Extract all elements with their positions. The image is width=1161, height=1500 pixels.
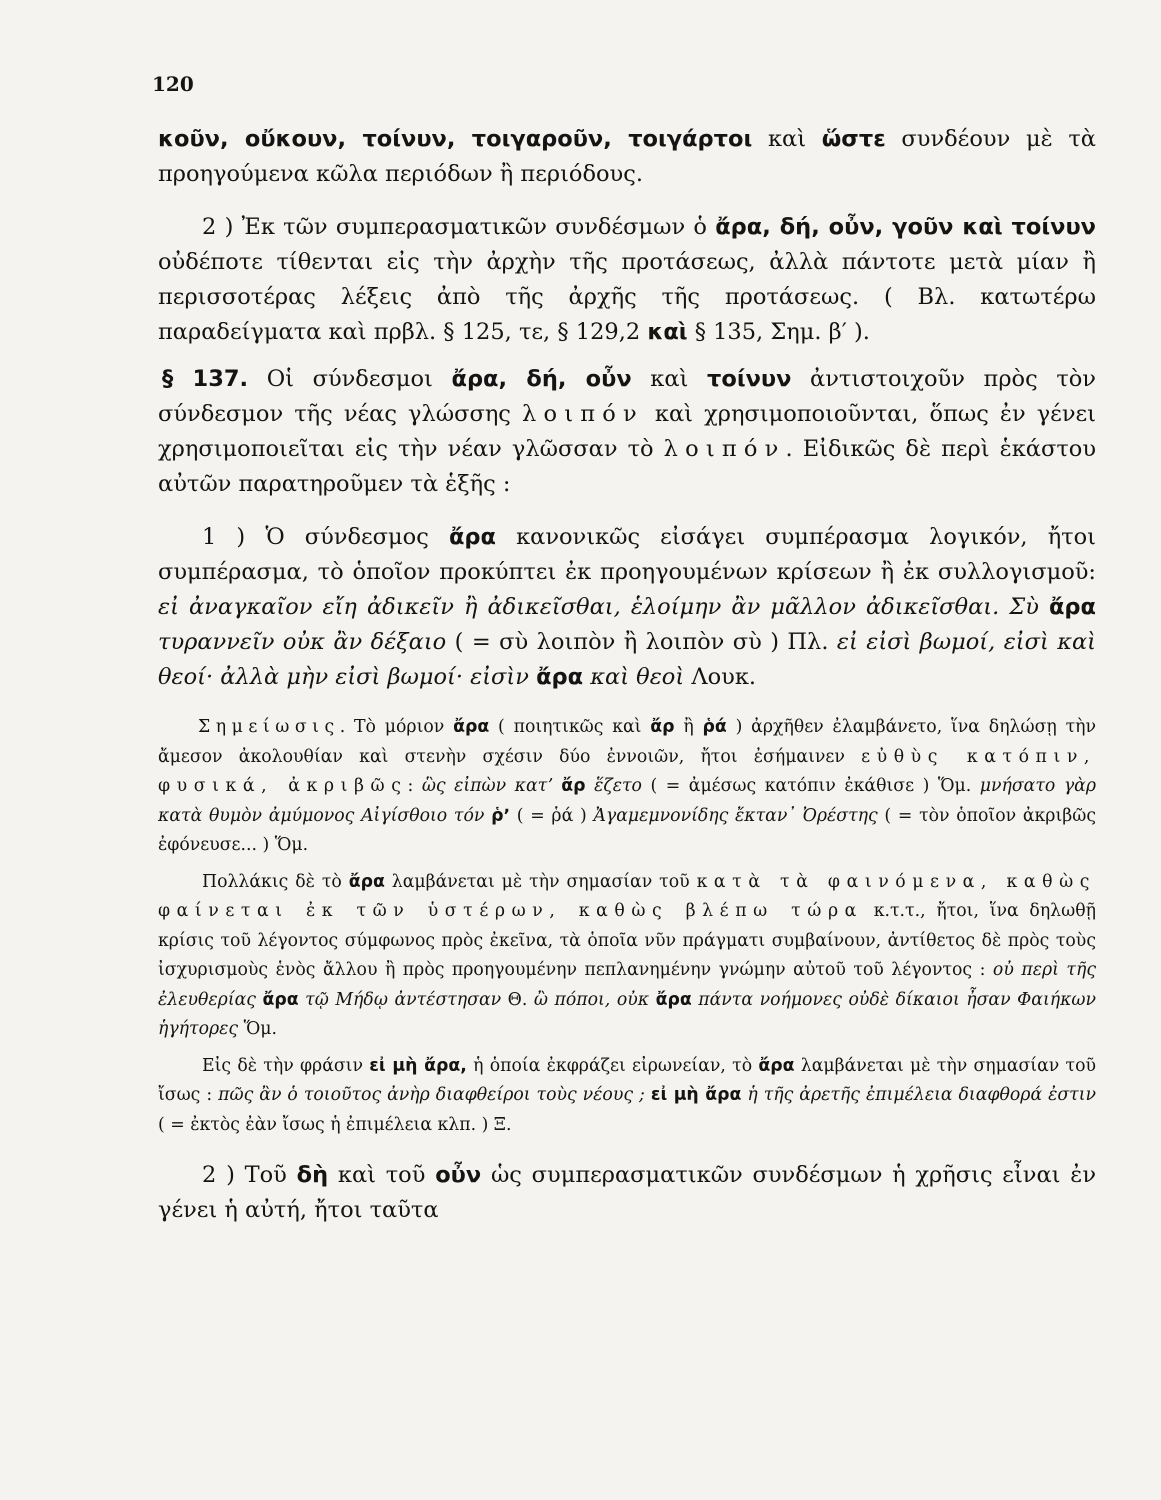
bold-text: ἄρα <box>655 989 692 1010</box>
italic-quote: ὣς εἰπὼν κατʼ <box>421 776 562 796</box>
spaced-text: εὐθὺς κατόπιν, φυσικά, ἀκριβῶς <box>158 746 1096 796</box>
spaced-text: λοιπόν <box>521 401 644 427</box>
bold-text: ἄρ <box>650 717 675 737</box>
text: ( = ἀμέσως κατόπιν ἐκάθισε ) Ὅμ. <box>641 776 980 796</box>
text: κ.τ.τ., ἤτοι, ἵνα δηλωθῇ κρίσις τοῦ λέγοντος σύμφωνος πρὸς ἐκεῖνα, τὰ ὁποῖα νῦν πράγματι συμβαίνουν, ἀντίθετος δὲ πρὸς τοὺς ἰσχυρισμοὺς ἑνὸς ἄλλου ἢ πρὸς προηγουμένην πεπλανημένην γνώμην αὐτοῦ τοῦ λέγοντος : <box>158 901 1096 980</box>
bold-text: ὥστε <box>821 126 886 152</box>
text: ὡς συμπερασματικῶν συνδέσμων ἡ χρῆσις εἶναι ἐν γένει ἡ αὐτή, ἤτοι ταῦτα <box>158 1162 1097 1223</box>
text: : <box>407 776 422 796</box>
section-number: § 137. <box>162 366 249 392</box>
paragraph-continuation <box>158 122 1096 192</box>
text: . Τὸ μόριον <box>339 717 454 737</box>
bold-text: ἄρα <box>536 664 584 690</box>
note-paragraph-1 <box>158 713 1096 861</box>
text: 2 ) Ἐκ τῶν συμπερασματικῶν συνδέσμων ὁ <box>202 214 716 240</box>
bold-text: καὶ <box>647 319 688 345</box>
paragraph-ara <box>158 520 1096 695</box>
bold-text: ῥά <box>702 717 727 737</box>
text: ἀντιστοιχοῦν πρὸς τὸν σύνδεσμον τῆς νέας γλώσσης <box>158 366 1096 427</box>
italic-quote: εἰ εἰσὶ βωμοί, εἰσὶ καὶ θεοί· ἀλλὰ μὴν εἰσὶ βωμοί· εἰσὶν <box>158 629 1096 690</box>
text: Οἱ σύνδεσμοι <box>248 366 452 392</box>
spaced-text: Σημείωσις <box>198 717 340 737</box>
text: . Εἰδικῶς δὲ περὶ ἑκάστου αὐτῶν παρατηροῦμεν τὰ ἑξῆς : <box>158 436 1096 497</box>
text: 1 ) Ὁ σύνδεσμος <box>202 524 449 550</box>
text: καὶ χρησιμοποιοῦνται, ὅπως ἐν γένει χρησιμοποιεῖται εἰς τὴν νέαν γλῶσσαν τὸ <box>158 401 1096 462</box>
spaced-text: λοιπόν <box>663 436 786 462</box>
bold-text: οὖν <box>435 1162 482 1188</box>
text: λαμβάνεται μὲ τὴν σημασίαν τοῦ <box>384 871 697 892</box>
italic-quote: εἰ ἀναγκαῖον εἴη ἀδικεῖν ἢ ἀδικεῖσθαι, ἑλοίμην ἂν μᾶλλον ἀδικεῖσθαι. Σὺ <box>158 594 1049 620</box>
text: συνδέουν μὲ τὰ προηγούμενα κῶλα περιόδων ἢ περιόδους. <box>158 126 1096 187</box>
text: κανονικῶς εἰσάγει συμπέρασμα λογικόν, ἤτοι συμπέρασμα, τὸ ὁποῖον προκύπτει ἐκ προηγουμένων κρίσεων ἢ ἐκ συλλογισμοῦ: <box>158 524 1096 585</box>
bold-text: ἄρα <box>758 1055 795 1076</box>
text: Εἰς δὲ τὴν φράσιν <box>202 1055 370 1076</box>
text: ( = ἐκτὸς ἐὰν ἴσως ἡ ἐπιμέλεια κλπ. ) Ξ. <box>158 1114 512 1135</box>
text: οὐδέποτε τίθενται εἰς τὴν ἀρχὴν τῆς προτάσεως, ἀλλὰ πάντοτε μετὰ μίαν ἢ περισσοτέρας λέξεις ἀπὸ τῆς ἀρχῆς τῆς προτάσεως. ( Βλ. κατωτέρω παραδείγματα καὶ πρβλ. § 125, τε, § 129,2 <box>158 249 1096 345</box>
text: Λουκ. <box>684 664 757 690</box>
italic-quote: πῶς ἂν ὁ τοιοῦτος ἀνὴρ διαφθείροι τοὺς νέους ; <box>218 1085 645 1105</box>
text: ( = ῥά ) <box>510 805 594 826</box>
paragraph-de-oun <box>158 1158 1096 1228</box>
bold-text: ἄρα <box>453 717 490 737</box>
italic-quote: Ἀγαμεμνονίδης ἔκταν᾿ Ὀρέστης <box>593 805 878 826</box>
italic-quote: τῷ Μήδῳ ἀντέστησαν <box>298 989 502 1010</box>
bold-text: ἄρα <box>1048 594 1096 620</box>
bold-text: ἄρα <box>448 524 496 550</box>
text: καὶ τοῦ <box>328 1162 436 1188</box>
bold-text: ἄρ <box>561 776 586 796</box>
bold-text: δὴ <box>296 1162 329 1188</box>
text: § 135, Σημ. β′ ). <box>687 319 870 345</box>
note-paragraph-3 <box>158 1052 1096 1141</box>
text: ἢ <box>674 717 703 737</box>
bold-text: ῥʼ <box>491 805 511 826</box>
page-body <box>158 122 1096 1228</box>
page-number: 120 <box>152 72 194 96</box>
text: λαμβάνεται μὲ τὴν σημασίαν τοῦ ἴσως : <box>158 1055 1096 1105</box>
italic-quote: πάντα νοήμονες οὐδὲ δίκαιοι ἦσαν Φαιήκων ἡγήτορες <box>158 989 1097 1039</box>
text: ( ποιητικῶς καὶ <box>489 717 651 737</box>
text: Ὅμ. <box>238 1019 277 1039</box>
italic-quote: ἕζετο <box>585 776 642 796</box>
italic-quote: ὢ πόποι, οὐκ <box>533 989 656 1010</box>
bold-text: εἰ μὴ ἄρα, <box>369 1055 467 1076</box>
italic-quote: καὶ θεοὶ <box>583 664 685 690</box>
bold-text: ἄρα <box>262 989 299 1010</box>
bold-text: ἄρα, δή, οὖν, γοῦν καὶ τοίνυν <box>715 214 1096 240</box>
section-137 <box>158 362 1096 502</box>
text: ( = σὺ λοιπὸν ἢ λοιπὸν σὺ ) Πλ. <box>446 629 837 655</box>
paragraph-2 <box>158 210 1096 350</box>
text: ) ἀρχῆθεν ἐλαμβάνετο, ἵνα δηλώσῃ τὴν ἄμεσον ἀκολουθίαν καὶ στενὴν σχέσιν δύο ἐννοιῶν, ἤτοι ἐσήμαινεν <box>158 717 1096 767</box>
text: Θ. <box>501 989 534 1010</box>
bold-text: ἄρα <box>348 871 385 892</box>
text: καὶ <box>631 366 707 392</box>
italic-quote: μνήσατο γὰρ κατὰ θυμὸν ἀμύμονος Αἰγίσθοιο τόν <box>158 776 1096 826</box>
italic-quote: ἡ τῆς ἀρετῆς ἐπιμέλεια διαφθορά ἐστιν <box>741 1085 1097 1105</box>
bold-text: κοῦν, οὔκουν, τοίνυν, τοιγαροῦν, τοιγάρτοι <box>158 126 753 152</box>
text: καὶ <box>752 126 822 152</box>
bold-text: τοίνυν <box>707 366 792 392</box>
spaced-text: κατὰ τὰ φαινόμενα, καθὼς φαίνεται ἐκ τῶν ὑστέρων, καθὼς βλέπω τώρα <box>158 871 1096 921</box>
italic-quote: οὐ περὶ τῆς ἐλευθερίας <box>158 960 1096 1010</box>
italic-quote: τυραννεῖν οὐκ ἂν δέξαιο <box>158 629 447 655</box>
bold-text: εἰ μὴ ἄρα <box>650 1085 742 1105</box>
bold-text: ἄρα, δή, οὖν <box>451 366 632 392</box>
note-paragraph-2 <box>158 868 1096 1045</box>
text: ( = τὸν ὁποῖον ἀκριβῶς ἐφόνευσε... ) Ὅμ. <box>158 805 1096 855</box>
text: ἡ ὁποία ἐκφράζει εἰρωνείαν, τὸ <box>466 1055 759 1076</box>
text: 2 ) Τοῦ <box>202 1162 297 1188</box>
text: Πολλάκις δὲ τὸ <box>202 871 349 892</box>
